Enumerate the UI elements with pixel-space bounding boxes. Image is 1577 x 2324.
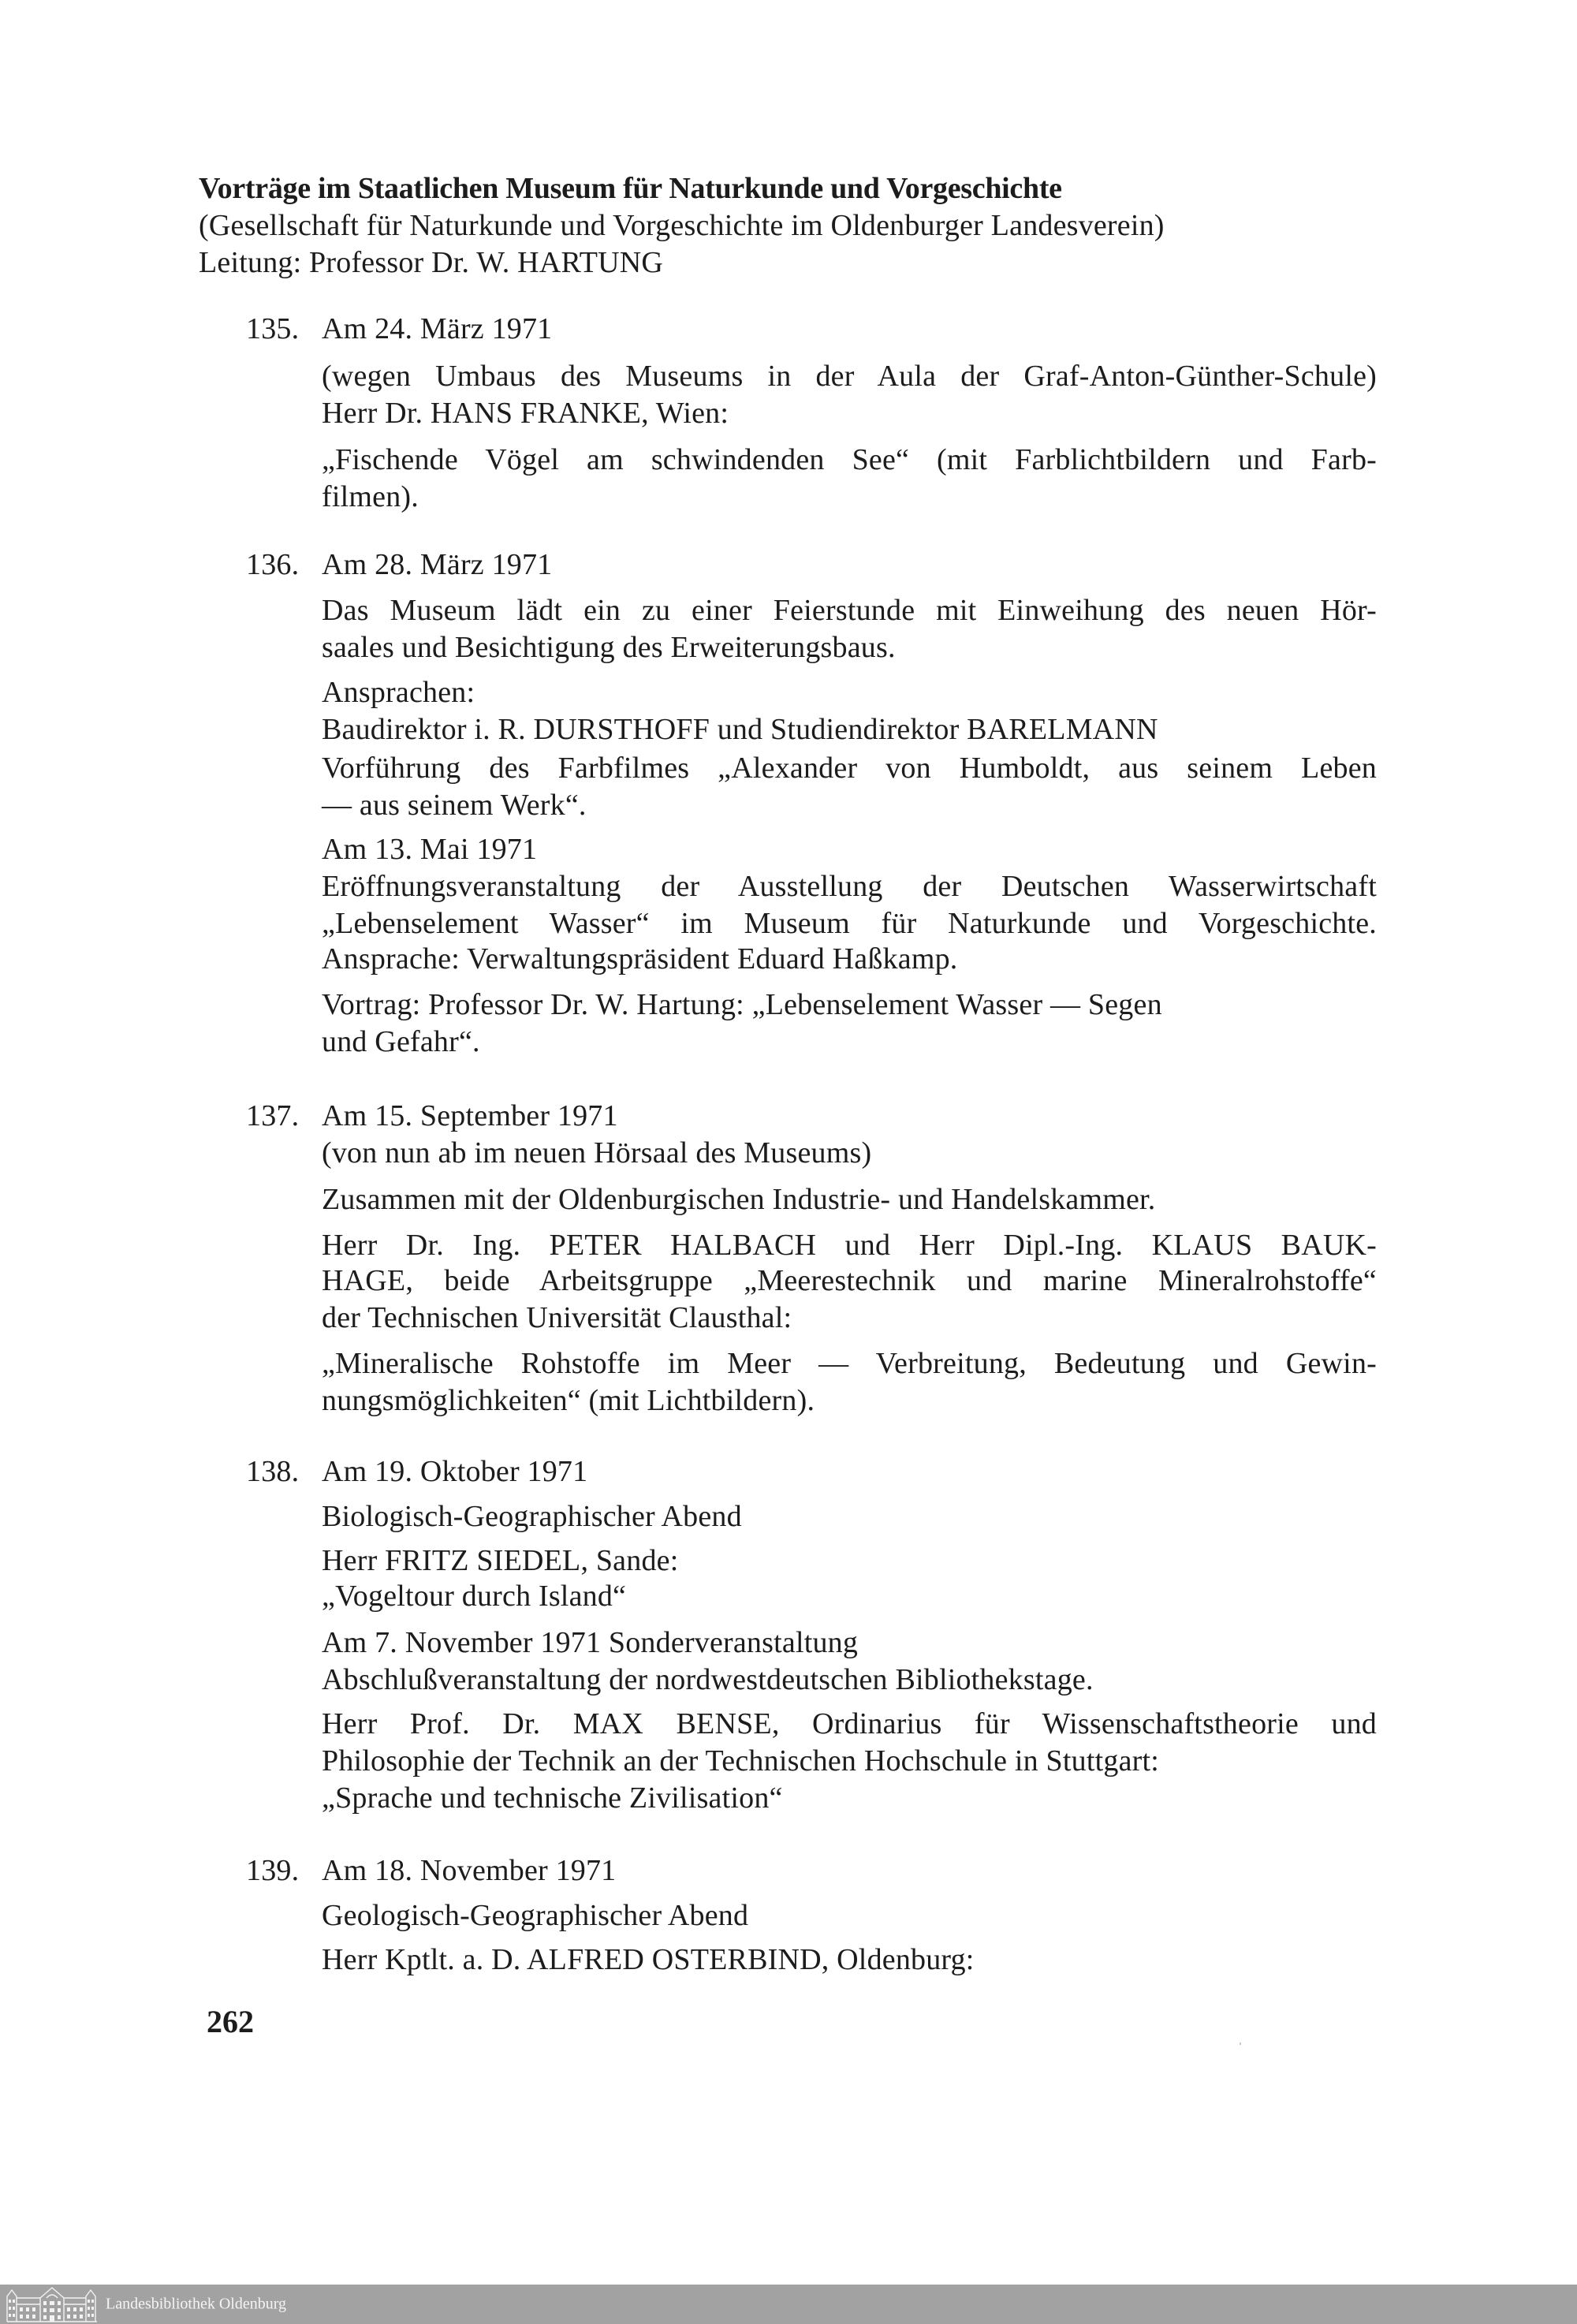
entry-date: Am 18. November 1971 — [322, 1854, 617, 1887]
entry-number: 139. — [246, 1854, 300, 1887]
entry-date: Am 15. September 1971 — [322, 1099, 618, 1132]
entry-date: Am 24. März 1971 — [322, 312, 553, 345]
entry-line: saales und Besichtigung des Erweiterungsbaus. — [322, 631, 896, 664]
entry-line: Herr Dr. HANS FRANKE, Wien: — [322, 397, 729, 430]
entry-line: Abschlußveranstaltung der nordwestdeutschen Bibliothekstage. — [322, 1663, 1094, 1696]
entry-line: Ansprache: Verwaltungspräsident Eduard Haßkamp. — [322, 942, 958, 975]
entry-line: Zusammen mit der Oldenburgischen Industrie- und Handelskammer. — [322, 1183, 1156, 1216]
entry-line: Eröffnungsveranstaltung der Ausstellung der Deutschen Wasserwirtschaft — [322, 870, 1377, 903]
entry-subdate: Am 7. November 1971 Sonderveranstaltung — [322, 1626, 859, 1659]
entry-line: Das Museum lädt ein zu einer Feierstunde mit Einweihung des neuen Hör- — [322, 594, 1377, 627]
entry-line: (von nun ab im neuen Hörsaal des Museums) — [322, 1136, 872, 1169]
entry-number: 137. — [246, 1099, 300, 1132]
section-title: Vorträge im Staatlichen Museum für Naturkunde und Vorgeschichte — [199, 172, 1062, 205]
section-leitung: Leitung: Professor Dr. W. HARTUNG — [199, 246, 664, 279]
entry-line: Herr Dr. Ing. PETER HALBACH und Herr Dipl.-Ing. KLAUS BAUK- — [322, 1229, 1377, 1262]
entry-line: filmen). — [322, 480, 419, 513]
entry-line: Herr FRITZ SIEDEL, Sande: — [322, 1544, 679, 1577]
page-number: 262 — [207, 2004, 254, 2039]
entry-line: der Technischen Universität Clausthal: — [322, 1301, 792, 1334]
entry-number: 135. — [246, 312, 300, 345]
entry-date: Am 28. März 1971 — [322, 548, 553, 581]
entry-line: „Mineralische Rohstoffe im Meer — Verbreitung, Bedeutung und Gewin- — [322, 1347, 1377, 1380]
entry-line: (wegen Umbaus des Museums in der Aula der Graf-Anton-Günther-Schule) — [322, 360, 1377, 393]
entry-subdate: Am 13. Mai 1971 — [322, 833, 538, 866]
entry-line: „Vogeltour durch Island“ — [322, 1580, 627, 1613]
section-subtitle: (Gesellschaft für Naturkunde und Vorgeschichte im Oldenburger Landesverein) — [199, 209, 1165, 242]
entry-line: Vorführung des Farbfilmes „Alexander von Humboldt, aus seinem Leben — [322, 752, 1377, 785]
library-building-icon — [6, 2285, 99, 2323]
entry-line: Herr Kptlt. a. D. ALFRED OSTERBIND, Oldenburg: — [322, 1943, 975, 1976]
library-footer-bar — [0, 2285, 1577, 2324]
entry-line: Herr Prof. Dr. MAX BENSE, Ordinarius für Wissenschaftstheorie und — [322, 1707, 1377, 1740]
entry-line: „Fischende Vögel am schwindenden See“ (mit Farblichtbildern und Farb- — [322, 443, 1377, 476]
entry-line: — aus seinem Werk“. — [322, 789, 587, 822]
entry-line: Biologisch-Geographischer Abend — [322, 1500, 742, 1533]
scan-speck — [1240, 2042, 1241, 2045]
entry-line: Geologisch-Geographischer Abend — [322, 1899, 749, 1932]
entry-line: „Lebenselement Wasser“ im Museum für Naturkunde und Vorgeschichte. — [322, 907, 1377, 940]
entry-line: nungsmöglichkeiten“ (mit Lichtbildern). — [322, 1384, 815, 1417]
entry-line: HAGE, beide Arbeitsgruppe „Meerestechnik und marine Mineralrohstoffe“ — [322, 1264, 1377, 1297]
entry-line: „Sprache und technische Zivilisation“ — [322, 1781, 783, 1815]
entry-line: Philosophie der Technik an der Technischen Hochschule in Stuttgart: — [322, 1744, 1159, 1778]
entry-line: und Gefahr“. — [322, 1025, 480, 1058]
entry-line: Vortrag: Professor Dr. W. Hartung: „Lebenselement Wasser — Segen — [322, 988, 1162, 1021]
entry-date: Am 19. Oktober 1971 — [322, 1455, 588, 1488]
library-name: Landesbibliothek Oldenburg — [106, 2295, 287, 2313]
entry-line: Ansprachen: — [322, 676, 475, 709]
entry-line: Baudirektor i. R. DURSTHOFF und Studiendirektor BARELMANN — [322, 713, 1158, 746]
entry-number: 138. — [246, 1455, 300, 1488]
entry-number: 136. — [246, 548, 300, 581]
